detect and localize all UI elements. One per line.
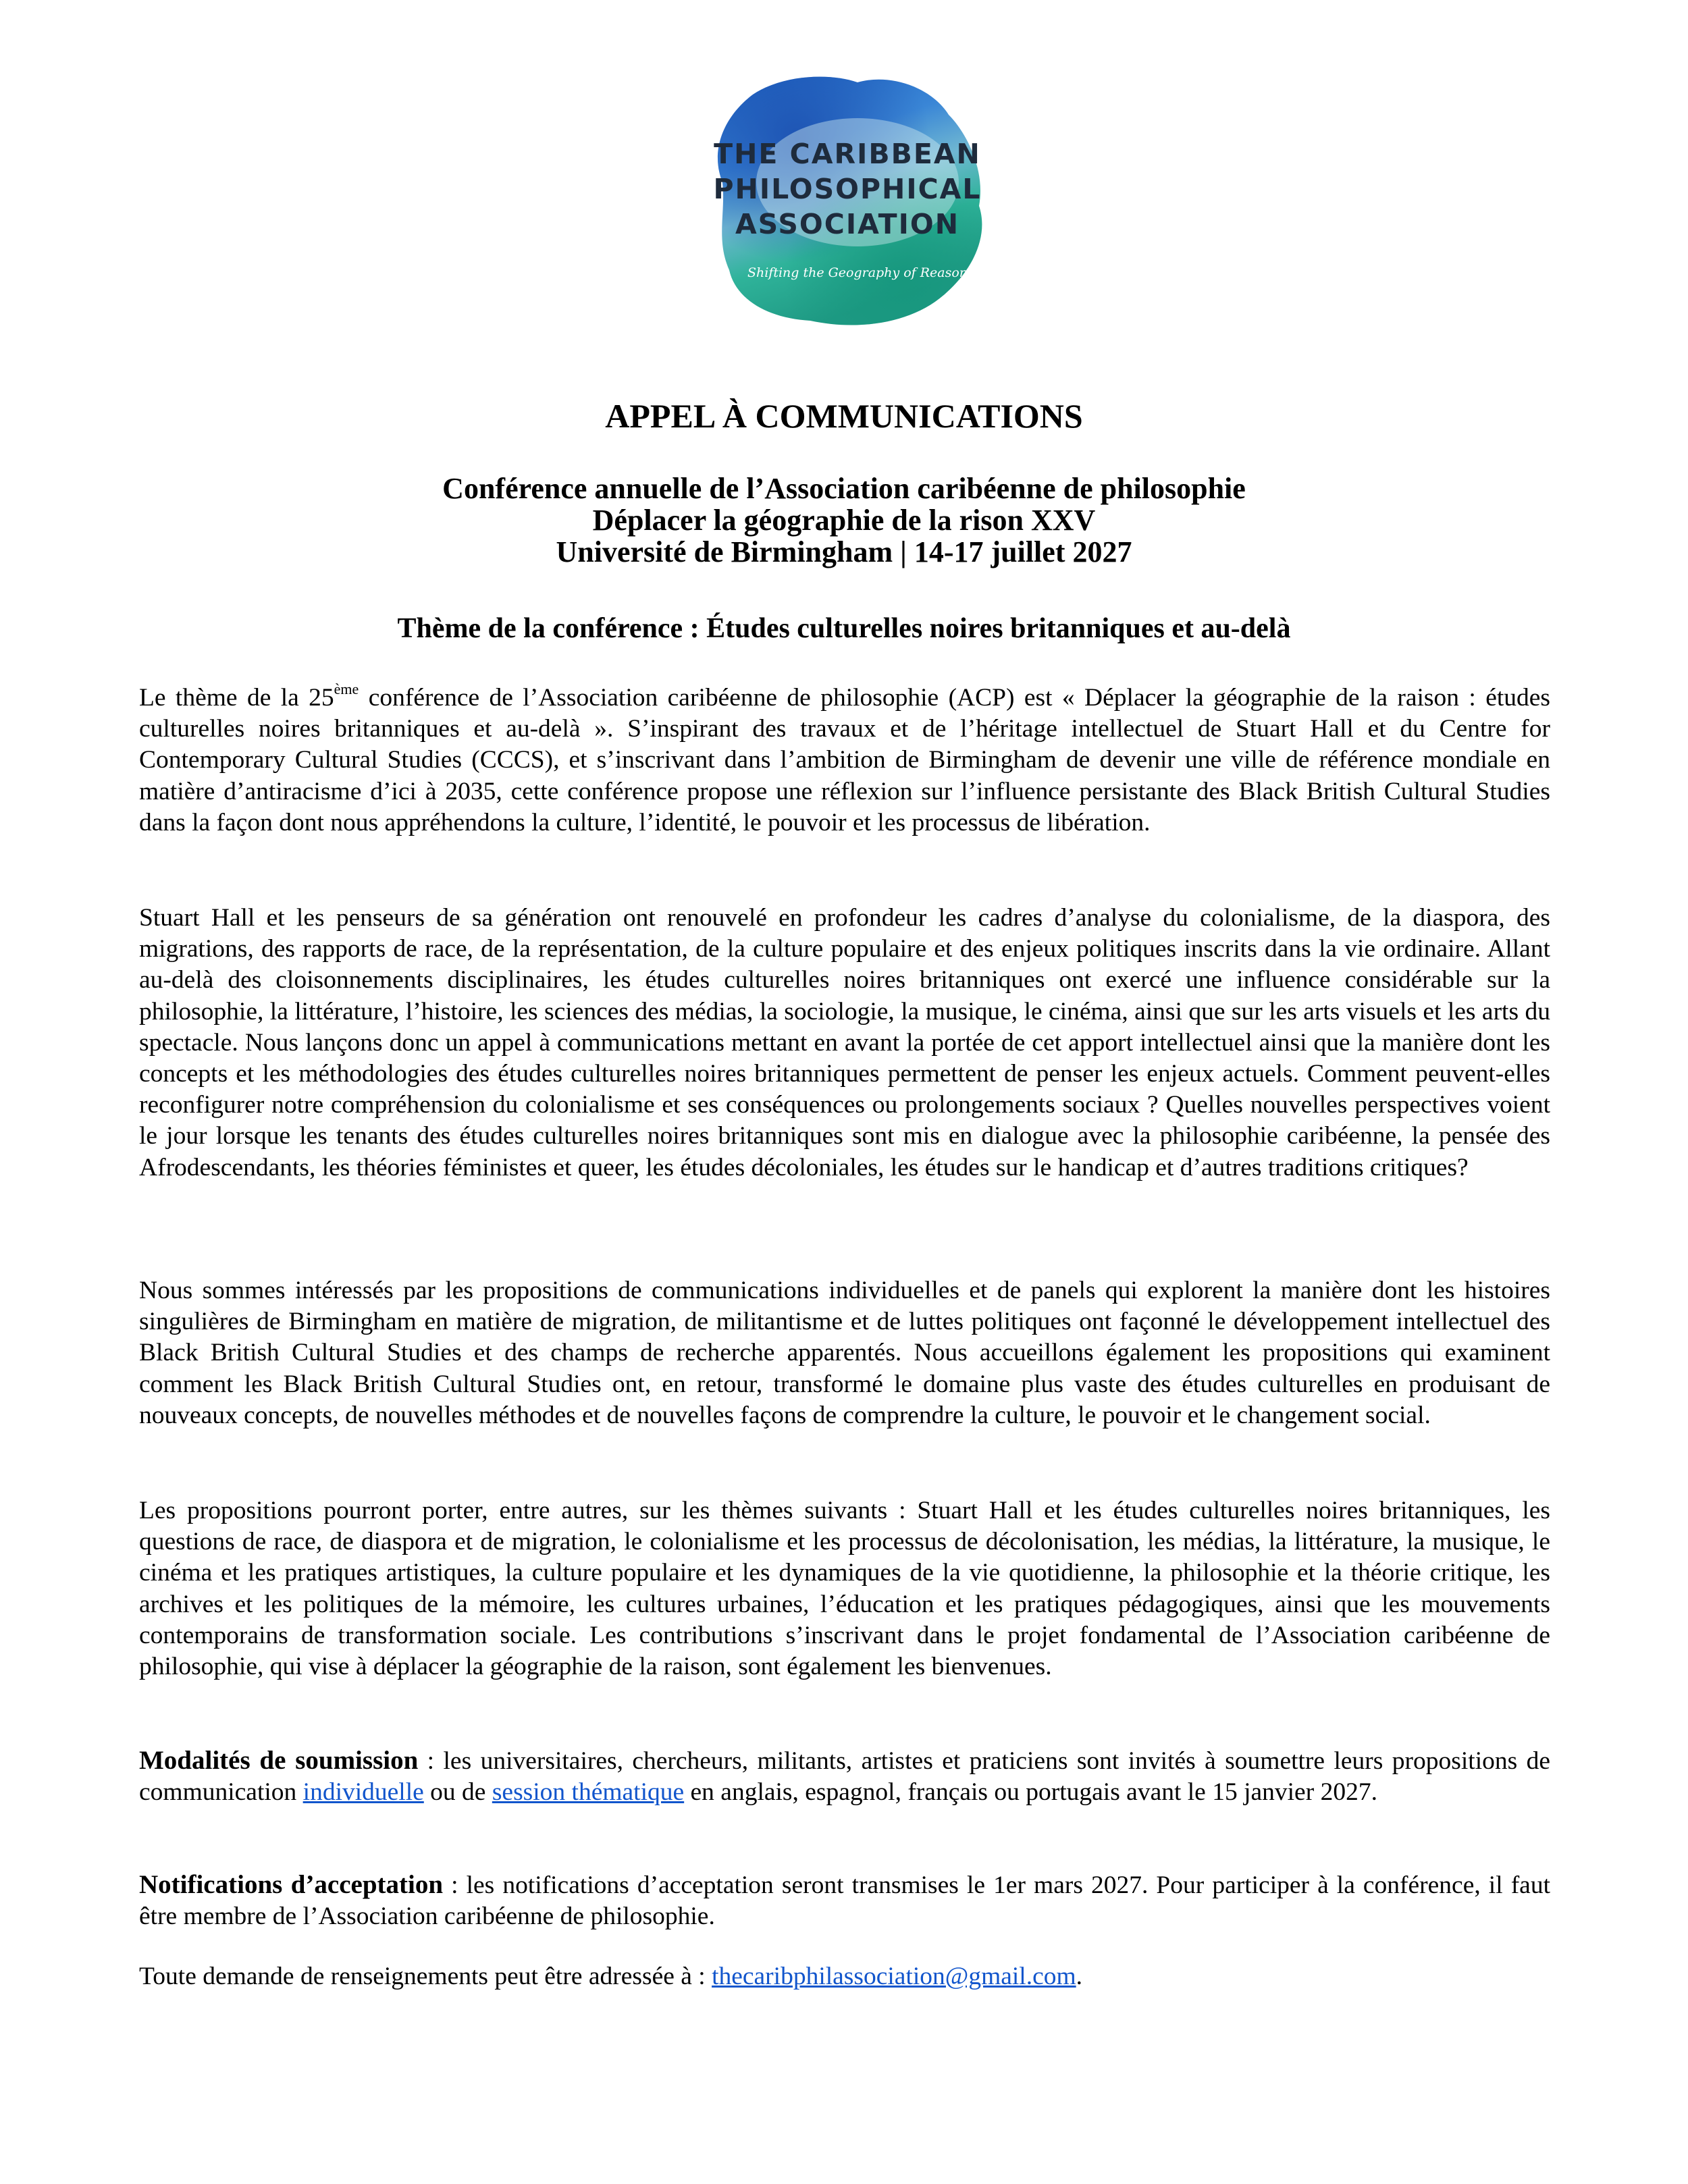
paragraph-contact [139,1961,1550,1992]
conference-name: Conférence annuelle de l’Association caribéenne de philosophie [442,472,1246,505]
individual-submission-link[interactable]: individuelle [302,1778,424,1807]
paragraph-context: Stuart Hall et les penseurs de sa génération ont renouvelé en profondeur les cadres d’analyse du colonialisme, de la diaspora, des migrations, des rapports de race, de la représentation, de la culture populaire et des enjeux politiques inscrits dans la vie ordinaire. Allant au-delà des cloisonnements disciplinaires, les études culturelles noires britanniques ont exercé une influence considérable sur la philosophie, la littérature, l’histoire, les sciences des médias, la sociologie, la musique, le cinéma, ainsi que sur les arts visuels et les arts du spectacle. Nous lançons donc un appel à communications mettant en avant la portée de cet apport intellectuel ainsi que la manière dont les concepts et les méthodologies des études culturelles noires britanniques permettent de penser les enjeux actuels. Comment peuvent-elles reconfigurer notre compréhension du colonialisme et ses conséquences ou prolongements sociaux ? Quelles nouvelles perspectives voient le jour lorsque les tenants des études culturelles noires britanniques sont mis en dialogue avec la philosophie caribéenne, la pensée des Afrodescendants, les théories féministes et queer, les études décoloniales, les études sur le handicap et d’autres traditions critiques? [139,904,1550,1181]
conference-venue-dates: Université de Birmingham | 14-17 juillet 2027 [556,535,1132,568]
page-title: APPEL À COMMUNICATIONS [605,397,1083,435]
paragraph-text: conférence de l’Association caribéenne de philosophie (ACP) est « Déplacer la géographie de la raison : études culturelles noires britanniques et au-delà ». S’inspirant des travaux et de l’héritage intellectuel de Stuart Hall et du Centre for Contemporary Cultural Studies (CCCS), et s’inscrivant dans l’ambition de Birmingham de devenir une ville de référence mondiale en matière d’antiracisme d’ici à 2035, cette conférence propose une réflexion sur l’influence persistante des Black British Cultural Studies dans la façon dont nous appréhendons la culture, l’identité, le pouvoir et les processus de libération. [139,684,1551,836]
paragraph-text: : les universitaires, chercheurs, militants, artistes et praticiens sont invités à soumettre leurs propositions de communication [139,1747,1550,1807]
conference-theme: Thème de la conférence : Études culturelles noires britanniques et au-delà [397,613,1291,644]
contact-email-link[interactable]: thecaribphilassociation@gmail.com [712,1963,1076,1990]
paragraph-text: . [1076,1963,1083,1990]
paragraph-themes: Les propositions pourront porter, entre autres, sur les thèmes suivants : Stuart Hall et les études culturelles noires britanniques, les questions de race, de diaspora et de migration, le colonialisme et les processus de décolonisation, les médias, la littérature, la musique, le cinéma et les pratiques artistiques, la culture populaire et les dynamiques de la vie quotidienne, la philosophie et la théorie critique, les archives et les politiques de la mémoire, les cultures urbaines, l’éducation et les pratiques pédagogiques, ainsi que les mouvements contemporains de transformation sociale. Les contributions s’inscrivant dans le projet fondamental de l’Association caribéenne de philosophie, qui vise à déplacer la géographie de la raison, sont également les bienvenues. [139,1497,1550,1681]
logo-tagline: Shifting the Geography of Reason [747,265,968,280]
logo-line-2: PHILOSOPHICAL [713,173,982,205]
paragraph-submission [139,1745,1550,1808]
paragraph-introduction [139,683,1550,838]
ordinal-superscript: ème [334,681,359,697]
caribbean-philosophical-association-logo [689,68,999,338]
paragraph-text: Le thème de la 25 [139,684,334,712]
logo-line-3: ASSOCIATION [735,208,960,240]
submission-label: Modalités de soumission [139,1746,419,1775]
notifications-label: Notifications d’acceptation [139,1870,444,1899]
logo-line-1: THE CARIBBEAN [714,138,981,170]
paragraph-text: en anglais, espagnol, français ou portugais avant le 15 janvier 2027. [684,1778,1377,1807]
paragraph-text: Toute demande de renseignements peut être adressée à : [139,1963,712,1990]
conference-heading [0,473,1688,568]
paragraph-text: : les notifications d’acceptation seront transmises le 1er mars 2027. Pour participer à la conférence, il faut être membre de l’Association caribéenne de philosophie. [139,1871,1550,1931]
paragraph-text: ou de [423,1778,492,1807]
paragraph-notifications [139,1869,1550,1932]
thematic-session-link[interactable]: session thématique [492,1778,685,1807]
conference-series: Déplacer la géographie de la rison XXV [592,504,1096,537]
paragraph-interests: Nous sommes intéressés par les propositions de communications individuelles et de panels qui explorent la manière dont les histoires singulières de Birmingham en matière de migration, de militantisme et de luttes politiques ont façonné le développement intellectuel des Black British Cultural Studies et des champs de recherche apparentés. Nous accueillons également les propositions qui examinent comment les Black British Cultural Studies ont, en retour, transformé le domaine plus vaste des études culturelles en produisant de nouveaux concepts, de nouvelles méthodes et de nouvelles façons de comprendre la culture, le pouvoir et le changement social. [139,1277,1550,1429]
